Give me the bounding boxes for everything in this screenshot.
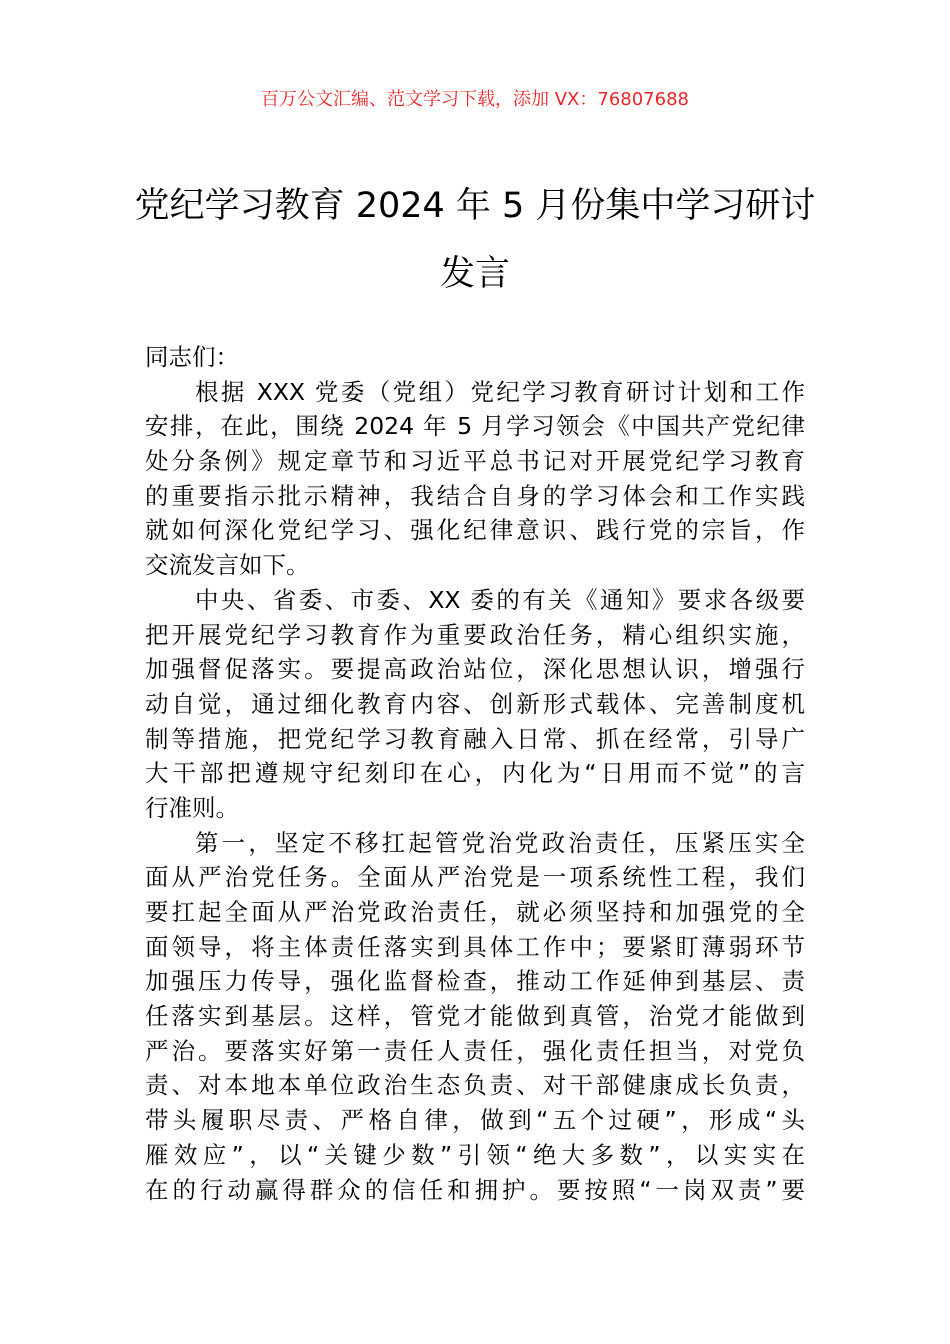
- watermark-header: 百万公文汇编、范文学习下载，添加 VX：76807688: [261, 89, 689, 110]
- paragraph-line: 第一，坚定不移扛起管党治党政治责任，压紧压实全: [195, 828, 805, 857]
- paragraph-line: 行准则。: [145, 793, 239, 822]
- paragraph-line: 根据 XXX 党委（党组）党纪学习教育研讨计划和工作: [195, 377, 805, 406]
- paragraph-line: 大干部把遵规守纪刻印在心，内化为“日用而不觉”的言: [145, 759, 805, 788]
- paragraph-line: 交流发言如下。: [145, 551, 310, 580]
- paragraph: [145, 375, 805, 583]
- paragraph-line: 面从严治党任务。全面从严治党是一项系统性工程，我们: [145, 863, 805, 892]
- paragraph-line: 动自觉，通过细化教育内容、创新形式载体、完善制度机: [145, 689, 805, 718]
- paragraph-line: 在的行动赢得群众的信任和拥护。要按照“一岗双责”要: [145, 1175, 805, 1204]
- paragraph-line: 加强督促落实。要提高政治站位，深化思想认识，增强行: [145, 655, 805, 684]
- paragraph-line: 安排，在此，围绕 2024 年 5 月学习领会《中国共产党纪律: [145, 412, 805, 441]
- document-title-line-1: 党纪学习教育 2024 年 5 月份集中学习研讨: [134, 186, 816, 226]
- paragraph: [145, 583, 805, 826]
- paragraph-line: 面领导，将主体责任落实到具体工作中；要紧盯薄弱环节: [145, 932, 805, 961]
- paragraph-line: 任落实到基层。这样，管党才能做到真管，治党才能做到: [145, 1002, 805, 1031]
- paragraph-line: 责、对本地本单位政治生态负责、对干部健康成长负责，: [145, 1071, 805, 1100]
- paragraph: [145, 826, 805, 1208]
- paragraph-line: 制等措施，把党纪学习教育融入日常、抓在经常，引导广: [145, 724, 805, 753]
- paragraph-line: 带头履职尽责、严格自律，做到“五个过硬”，形成“头: [145, 1106, 805, 1135]
- paragraph-line: 的重要指示批示精神，我结合自身的学习体会和工作实践: [145, 481, 805, 510]
- document-body: [145, 340, 805, 1207]
- paragraph-line: 加强压力传导，强化监督检查，推动工作延伸到基层、责: [145, 967, 805, 996]
- paragraph-line: 就如何深化党纪学习、强化纪律意识、践行党的宗旨，作: [145, 516, 805, 545]
- paragraph-line: 要扛起全面从严治党政治责任，就必须坚持和加强党的全: [145, 898, 805, 926]
- paragraph-line: 雁效应”，以“关键少数”引领“绝大多数”，以实实在: [145, 1140, 805, 1169]
- paragraph-line: 严治。要落实好第一责任人责任，强化责任担当，对党负: [145, 1036, 805, 1065]
- paragraph-line: 中央、省委、市委、XX 委的有关《通知》要求各级要: [195, 585, 805, 614]
- document-title-line-2: 发言: [439, 254, 510, 294]
- salutation: 同志们：: [145, 343, 239, 371]
- paragraph-line: 把开展党纪学习教育作为重要政治任务，精心组织实施，: [145, 620, 805, 649]
- paragraph-line: 处分条例》规定章节和习近平总书记对开展党纪学习教育: [145, 447, 805, 476]
